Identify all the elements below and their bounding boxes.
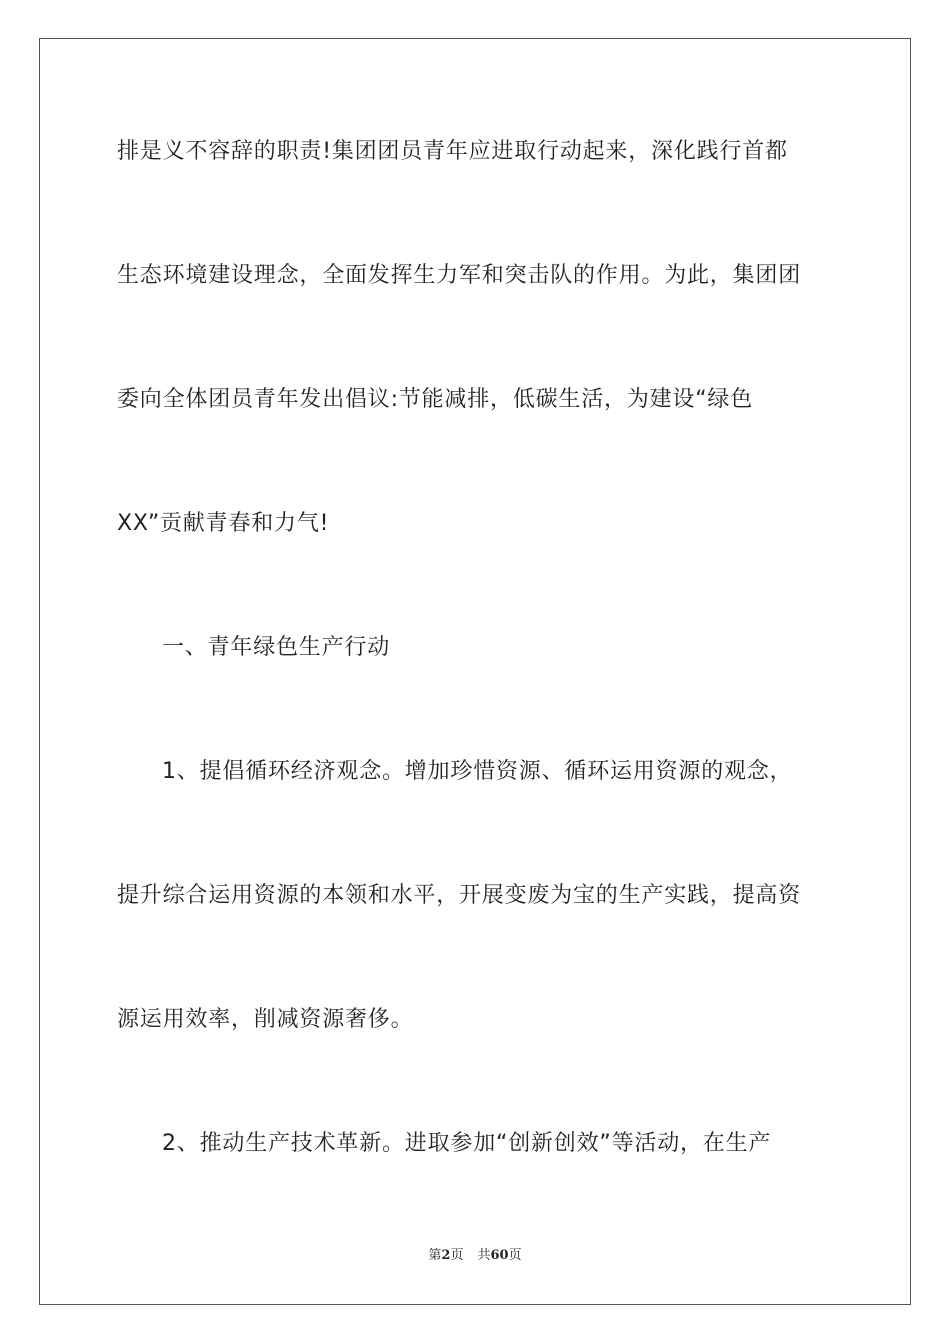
footer-total-pages: 60 (490, 1248, 509, 1263)
footer-page-prefix: 第 (428, 1248, 442, 1263)
body-text-line: 2、推动生产技术革新。进取参加“创新创效”等活动，在生产 (162, 1131, 772, 1156)
footer-total-prefix: 共 (477, 1248, 491, 1263)
body-text-line: 提升综合运用资源的本领和水平，开展变废为宝的生产实践，提高资 (117, 883, 802, 908)
body-text-line: 1、提倡循环经济观念。增加珍惜资源、循环运用资源的观念， (162, 759, 793, 784)
body-text-line: 排是义不容辞的职责!集团团员青年应进取行动起来，深化践行首都 (117, 139, 788, 164)
section-heading: 一、青年绿色生产行动 (162, 635, 391, 660)
page-border (39, 38, 911, 1305)
page-footer (0, 1246, 950, 1266)
footer-total-suffix: 页 (508, 1248, 522, 1263)
footer-page-number: 2 (441, 1248, 451, 1263)
body-text-line: XX”贡献青春和力气! (117, 511, 330, 536)
body-text-line: 生态环境建设理念，全面发挥生力军和突击队的作用。为此，集团团 (117, 263, 802, 288)
body-text-line: 委向全体团员青年发出倡议:节能减排，低碳生活，为建设“绿色 (117, 387, 754, 412)
body-text-line: 源运用效率，削减资源奢侈。 (117, 1007, 414, 1032)
footer-page-suffix: 页 (450, 1248, 464, 1263)
